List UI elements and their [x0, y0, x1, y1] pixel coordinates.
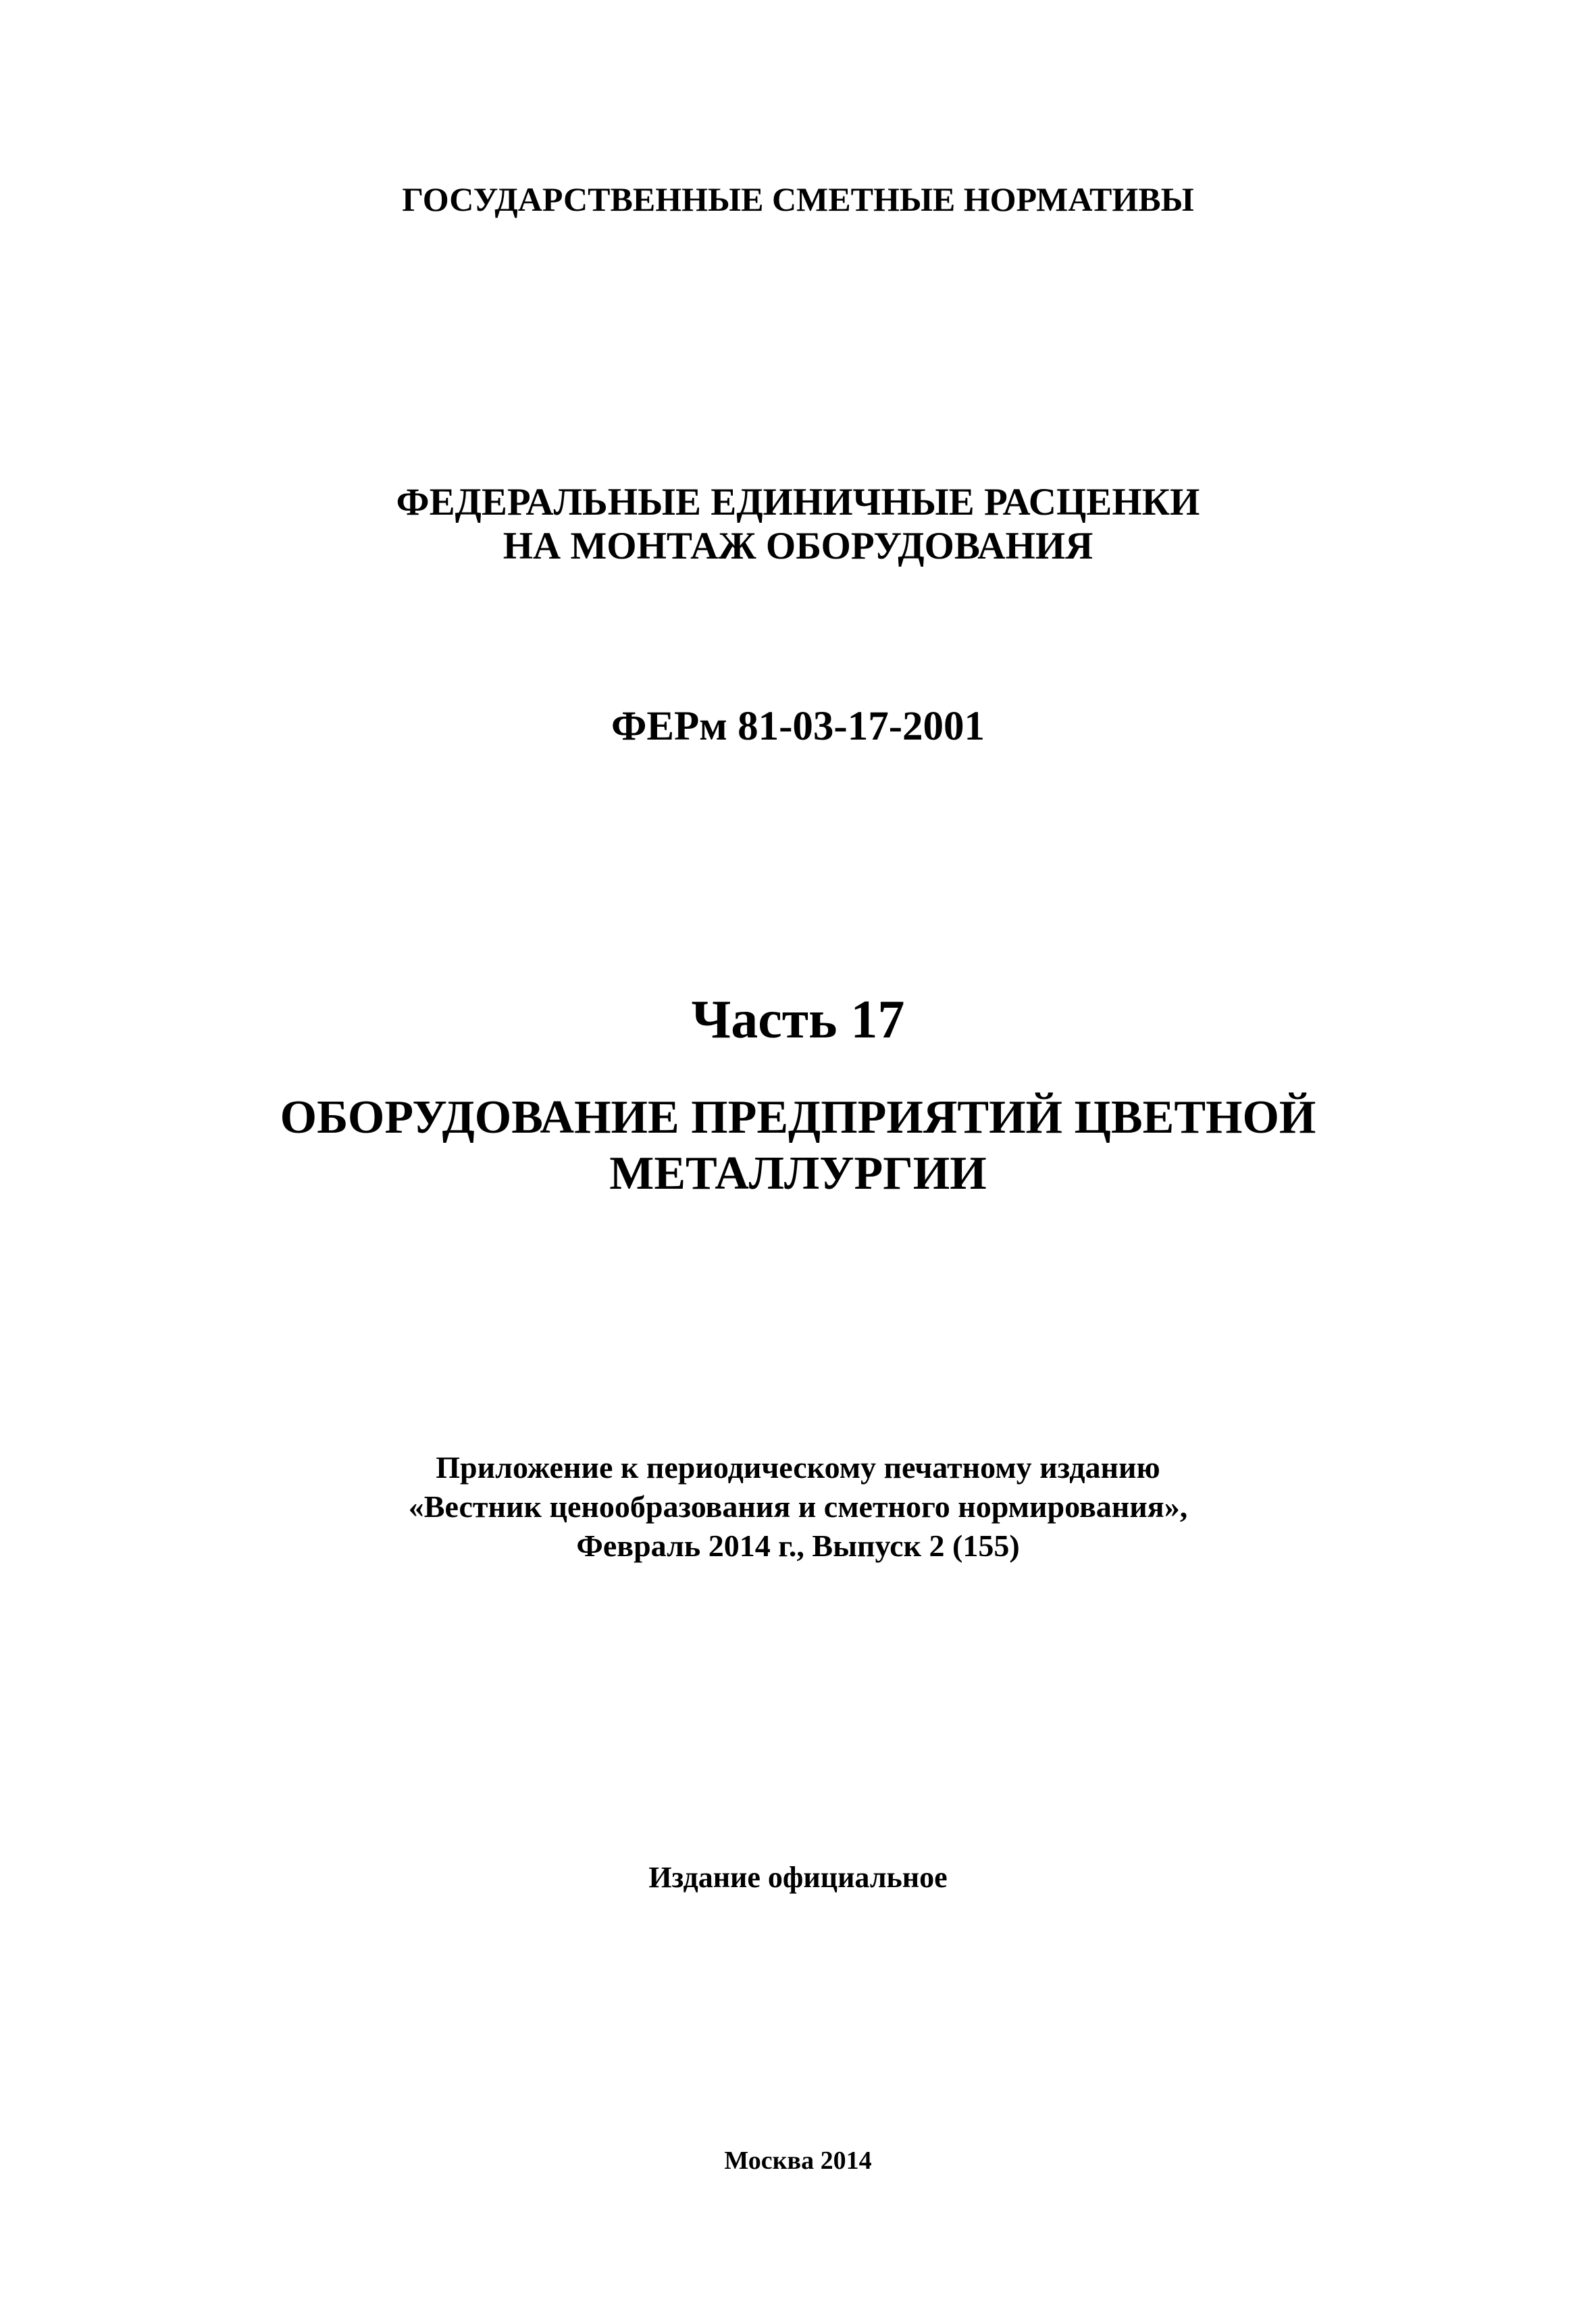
part-title-line-1: ОБОРУДОВАНИЕ ПРЕДПРИЯТИЙ ЦВЕТНОЙ: [280, 1091, 1316, 1143]
part-number: Часть 17: [691, 990, 905, 1050]
publication-city-year: Москва 2014: [724, 2146, 872, 2175]
document-code: ФЕРм 81-03-17-2001: [611, 704, 985, 749]
appendix-line-2: «Вестник ценообразования и сметного нормирования»,: [408, 1489, 1188, 1524]
document-title-line-2: НА МОНТАЖ ОБОРУДОВАНИЯ: [503, 525, 1093, 567]
document-title-line-1: ФЕДЕРАЛЬНЫЕ ЕДИНИЧНЫЕ РАСЦЕНКИ: [396, 481, 1200, 523]
edition-note: Издание официальное: [648, 1861, 948, 1894]
appendix-line-1: Приложение к периодическому печатному изданию: [436, 1450, 1160, 1485]
standards-header: ГОСУДАРСТВЕННЫЕ СМЕТНЫЕ НОРМАТИВЫ: [402, 180, 1194, 218]
appendix-line-3: Февраль 2014 г., Выпуск 2 (155): [576, 1528, 1020, 1563]
part-title-line-2: МЕТАЛЛУРГИИ: [609, 1148, 987, 1200]
